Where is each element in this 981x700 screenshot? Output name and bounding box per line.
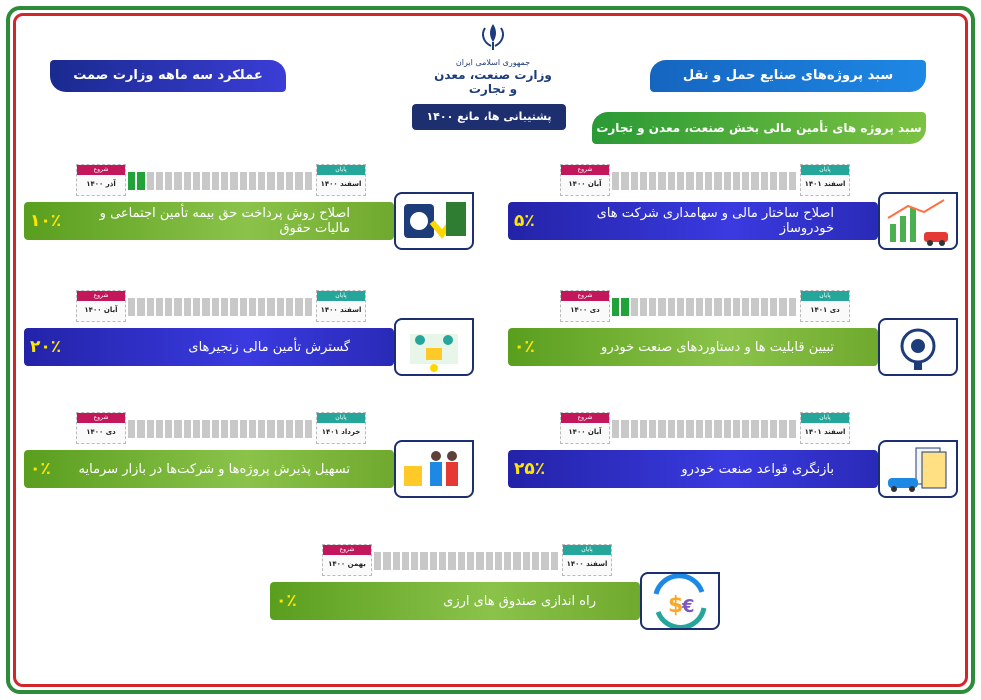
progress-cell	[770, 420, 777, 438]
progress-cell	[612, 420, 619, 438]
year-slogan: ۱۴۰۰ پشتیبانی ها، مانع زدایی ها	[412, 104, 566, 130]
progress-cell	[476, 552, 483, 570]
progress-cell	[128, 172, 135, 190]
progress-cell	[402, 552, 409, 570]
end-label: پایان	[317, 413, 365, 423]
progress-cell	[174, 172, 181, 190]
progress-cell	[305, 298, 312, 316]
progress-cell	[174, 298, 181, 316]
progress-cell	[761, 420, 768, 438]
progress-cell	[779, 420, 786, 438]
progress-cell	[240, 420, 247, 438]
progress-cell	[202, 420, 209, 438]
end-label: پایان	[317, 291, 365, 301]
progress-cell	[696, 420, 703, 438]
progress-cell	[761, 298, 768, 316]
svg-text:€: €	[682, 596, 695, 617]
progress-cell	[742, 172, 749, 190]
project-card	[270, 544, 720, 634]
start-date: آذر ۱۴۰۰	[86, 180, 116, 188]
progress-cell	[165, 172, 172, 190]
progress-cell	[277, 172, 284, 190]
end-date: اسفند ۱۴۰۱	[804, 428, 846, 436]
progress-cell	[640, 420, 647, 438]
progress-cell	[202, 298, 209, 316]
progress-cell	[495, 552, 502, 570]
progress-track	[612, 420, 796, 438]
progress-cell	[779, 172, 786, 190]
end-label: پایان	[317, 165, 365, 175]
progress-cell	[295, 298, 302, 316]
progress-cell	[770, 172, 777, 190]
progress-cell	[467, 552, 474, 570]
project-bar	[508, 202, 878, 240]
iran-emblem-icon	[477, 22, 509, 52]
progress-cell	[267, 420, 274, 438]
start-label: شروع	[561, 291, 609, 301]
project-progress-percent: ۰٪	[276, 591, 297, 611]
end-calendar-icon	[800, 290, 850, 322]
progress-cell	[165, 420, 172, 438]
progress-cell	[286, 298, 293, 316]
progress-cell	[305, 420, 312, 438]
project-timeline	[76, 290, 376, 324]
project-card	[508, 290, 958, 380]
currency-exchange-icon	[640, 572, 720, 630]
progress-cell	[286, 172, 293, 190]
progress-cell	[230, 298, 237, 316]
progress-cell	[240, 298, 247, 316]
progress-cell	[705, 172, 712, 190]
progress-track	[128, 420, 312, 438]
project-bar	[508, 450, 878, 488]
progress-cell	[374, 552, 381, 570]
progress-cell	[305, 172, 312, 190]
gear-bulb-icon	[878, 318, 958, 376]
project-card	[24, 412, 474, 502]
project-progress-percent: ۱۰٪	[30, 211, 62, 231]
end-calendar-icon	[800, 164, 850, 196]
end-date: اسفند ۱۴۰۰	[320, 306, 362, 314]
progress-cell	[621, 172, 628, 190]
progress-cell	[147, 420, 154, 438]
progress-cell	[789, 298, 796, 316]
project-timeline	[322, 544, 622, 578]
progress-cell	[430, 552, 437, 570]
progress-cell	[677, 298, 684, 316]
end-label: پایان	[563, 545, 611, 555]
progress-cell	[240, 172, 247, 190]
progress-cell	[649, 298, 656, 316]
start-label: شروع	[561, 165, 609, 175]
progress-cell	[621, 420, 628, 438]
end-calendar-icon	[800, 412, 850, 444]
end-date: خرداد ۱۴۰۱	[321, 428, 361, 436]
progress-cell	[221, 172, 228, 190]
start-calendar-icon	[76, 164, 126, 196]
start-label: شروع	[77, 165, 125, 175]
start-calendar-icon	[76, 412, 126, 444]
progress-cell	[668, 172, 675, 190]
progress-cell	[230, 172, 237, 190]
start-label: شروع	[323, 545, 371, 555]
progress-cell	[640, 172, 647, 190]
project-bar	[508, 328, 878, 366]
start-calendar-icon	[560, 164, 610, 196]
progress-cell	[137, 420, 144, 438]
progress-cell	[668, 298, 675, 316]
progress-cell	[714, 172, 721, 190]
progress-cell	[193, 298, 200, 316]
finance-basket-ribbon: سبد پروژه های تأمین مالی بخش صنعت، معدن و تجارت	[592, 112, 926, 144]
project-progress-percent: ۵٪	[514, 211, 535, 231]
progress-cell	[221, 298, 228, 316]
progress-cell	[714, 420, 721, 438]
end-calendar-icon	[316, 412, 366, 444]
car-docs-icon	[878, 440, 958, 498]
progress-cell	[193, 420, 200, 438]
end-date: اسفند ۱۴۰۰	[566, 560, 608, 568]
progress-cell	[686, 298, 693, 316]
progress-cell	[677, 420, 684, 438]
progress-cell	[742, 420, 749, 438]
progress-cell	[165, 298, 172, 316]
progress-cell	[551, 552, 558, 570]
progress-cell	[137, 298, 144, 316]
progress-cell	[439, 552, 446, 570]
progress-cell	[458, 552, 465, 570]
progress-cell	[631, 298, 638, 316]
progress-cell	[686, 420, 693, 438]
progress-cell	[286, 420, 293, 438]
progress-cell	[733, 420, 740, 438]
progress-cell	[411, 552, 418, 570]
end-label: پایان	[801, 291, 849, 301]
progress-cell	[128, 298, 135, 316]
end-date: اسفند ۱۴۰۰	[320, 180, 362, 188]
progress-track	[128, 172, 312, 190]
project-timeline	[76, 164, 376, 198]
project-title: راه اندازی صندوق های ارزی	[443, 593, 596, 609]
progress-cell	[174, 420, 181, 438]
progress-cell	[230, 420, 237, 438]
progress-cell	[751, 298, 758, 316]
progress-cell	[789, 172, 796, 190]
project-timeline	[560, 290, 860, 324]
ministry-name: وزارت صنعت، معدن و تجارت	[434, 68, 552, 96]
project-title: بازنگری قواعد صنعت خودرو	[681, 461, 834, 477]
business-people-icon	[394, 440, 474, 498]
progress-cell	[705, 298, 712, 316]
progress-cell	[649, 420, 656, 438]
progress-cell	[612, 172, 619, 190]
progress-cell	[733, 298, 740, 316]
progress-cell	[267, 172, 274, 190]
progress-cell	[249, 172, 256, 190]
progress-cell	[277, 298, 284, 316]
progress-cell	[295, 172, 302, 190]
end-label: پایان	[801, 165, 849, 175]
progress-cell	[383, 552, 390, 570]
project-title: اصلاح روش پرداخت حق بیمه تأمین اجتماعی و مالیات حقوق	[99, 206, 350, 236]
progress-cell	[761, 172, 768, 190]
progress-cell	[705, 420, 712, 438]
progress-cell	[448, 552, 455, 570]
progress-cell	[631, 420, 638, 438]
end-label: پایان	[801, 413, 849, 423]
progress-cell	[523, 552, 530, 570]
project-card	[508, 412, 958, 502]
progress-cell	[258, 420, 265, 438]
progress-cell	[249, 420, 256, 438]
progress-cell	[504, 552, 511, 570]
progress-cell	[612, 298, 619, 316]
progress-cell	[295, 420, 302, 438]
performance-ribbon: عملکرد سه ماهه وزارت صمت	[50, 60, 286, 92]
progress-track	[612, 172, 796, 190]
svg-text:$: $	[668, 593, 684, 618]
progress-cell	[513, 552, 520, 570]
end-calendar-icon	[316, 290, 366, 322]
progress-cell	[193, 172, 200, 190]
start-calendar-icon	[560, 412, 610, 444]
progress-cell	[686, 172, 693, 190]
project-title: گسترش تأمین مالی زنجیرهای	[188, 339, 350, 355]
start-date: آبان ۱۴۰۰	[568, 180, 602, 188]
progress-cell	[649, 172, 656, 190]
start-label: شروع	[77, 291, 125, 301]
progress-cell	[770, 298, 777, 316]
project-title: تسهیل پذیرش پروژه‌ها و شرکت‌ها در بازار سرمایه	[78, 461, 350, 477]
project-card	[24, 164, 474, 254]
start-label: شروع	[77, 413, 125, 423]
progress-cell	[249, 298, 256, 316]
progress-cell	[751, 420, 758, 438]
progress-cell	[128, 420, 135, 438]
project-progress-percent: ۰٪	[514, 337, 535, 357]
project-card	[24, 290, 474, 380]
progress-cell	[486, 552, 493, 570]
progress-cell	[184, 420, 191, 438]
progress-cell	[137, 172, 144, 190]
progress-cell	[733, 172, 740, 190]
progress-cell	[631, 172, 638, 190]
start-date: آبان ۱۴۰۰	[568, 428, 602, 436]
progress-cell	[277, 420, 284, 438]
progress-cell	[658, 172, 665, 190]
project-bar	[270, 582, 640, 620]
progress-cell	[789, 420, 796, 438]
project-timeline	[76, 412, 376, 446]
chain-finance-icon	[394, 318, 474, 376]
project-progress-percent: ۰٪	[30, 459, 51, 479]
start-label: شروع	[561, 413, 609, 423]
progress-track	[374, 552, 558, 570]
start-calendar-icon	[322, 544, 372, 576]
project-progress-percent: ۲۵٪	[514, 459, 546, 479]
progress-cell	[668, 420, 675, 438]
progress-cell	[640, 298, 647, 316]
progress-cell	[202, 172, 209, 190]
end-calendar-icon	[562, 544, 612, 576]
start-date: دی ۱۴۰۰	[570, 306, 600, 314]
progress-cell	[742, 298, 749, 316]
progress-cell	[658, 298, 665, 316]
progress-cell	[532, 552, 539, 570]
progress-cell	[621, 298, 628, 316]
progress-cell	[724, 298, 731, 316]
progress-cell	[779, 298, 786, 316]
progress-cell	[258, 298, 265, 316]
project-timeline	[560, 412, 860, 446]
chart-car-icon	[878, 192, 958, 250]
project-progress-percent: ۲۰٪	[30, 337, 62, 357]
progress-cell	[221, 420, 228, 438]
progress-cell	[212, 420, 219, 438]
progress-cell	[267, 298, 274, 316]
progress-cell	[156, 420, 163, 438]
start-calendar-icon	[76, 290, 126, 322]
progress-cell	[420, 552, 427, 570]
progress-cell	[147, 172, 154, 190]
start-date: آبان ۱۴۰۰	[84, 306, 118, 314]
insurance-check-icon	[394, 192, 474, 250]
progress-cell	[258, 172, 265, 190]
end-calendar-icon	[316, 164, 366, 196]
transport-basket-ribbon: سبد پروژه‌های صنایع حمل و نقل	[650, 60, 926, 92]
progress-cell	[156, 298, 163, 316]
start-calendar-icon	[560, 290, 610, 322]
project-bar	[24, 328, 394, 366]
project-bar	[24, 450, 394, 488]
progress-cell	[212, 172, 219, 190]
progress-cell	[724, 172, 731, 190]
progress-cell	[393, 552, 400, 570]
project-title: اصلاح ساختار مالی و سهامداری شرکت های خودروساز	[596, 206, 834, 236]
progress-cell	[184, 298, 191, 316]
end-date: دی ۱۴۰۱	[810, 306, 840, 314]
progress-track	[612, 298, 796, 316]
ministry-country: جمهوری اسلامی ایران	[455, 58, 531, 67]
progress-track	[128, 298, 312, 316]
progress-cell	[658, 420, 665, 438]
progress-cell	[724, 420, 731, 438]
progress-cell	[156, 172, 163, 190]
progress-cell	[696, 298, 703, 316]
progress-cell	[184, 172, 191, 190]
progress-cell	[147, 298, 154, 316]
progress-cell	[541, 552, 548, 570]
progress-cell	[714, 298, 721, 316]
project-timeline	[560, 164, 860, 198]
end-date: اسفند ۱۴۰۱	[804, 180, 846, 188]
project-title: تبیین قابلیت ها و دستاوردهای صنعت خودرو	[601, 339, 834, 355]
start-date: دی ۱۴۰۰	[86, 428, 116, 436]
progress-cell	[677, 172, 684, 190]
progress-cell	[751, 172, 758, 190]
progress-cell	[696, 172, 703, 190]
progress-cell	[212, 298, 219, 316]
project-card	[508, 164, 958, 254]
start-date: بهمن ۱۴۰۰	[328, 560, 366, 568]
project-bar	[24, 202, 394, 240]
